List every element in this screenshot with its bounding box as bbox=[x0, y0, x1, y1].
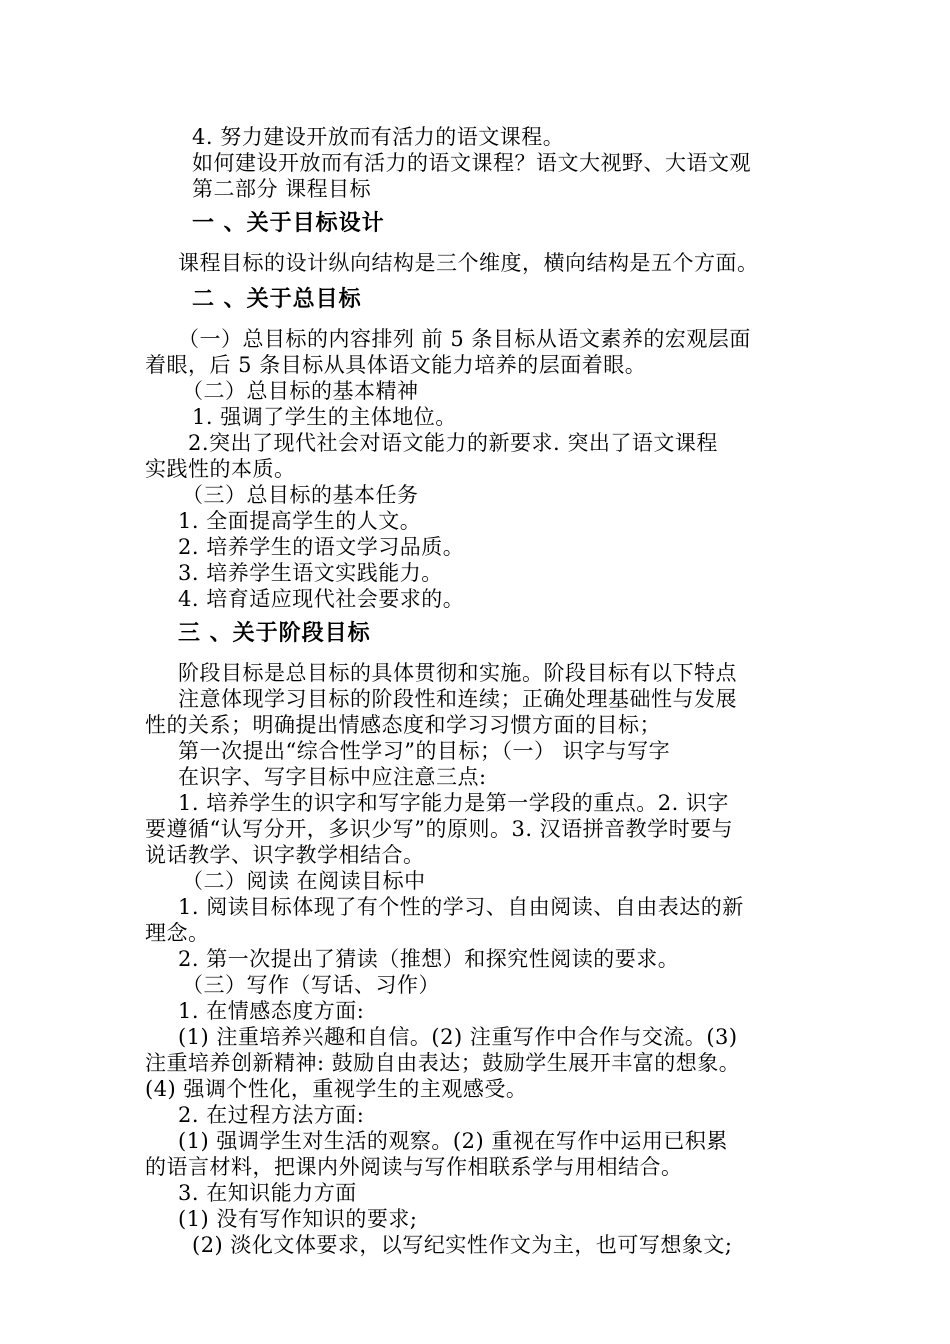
text-line: 理念。 bbox=[145, 921, 210, 945]
text-line: (1) 没有写作知识的要求; bbox=[178, 1207, 418, 1231]
text-line: 着眼，后 5 条目标从具体语文能力培养的层面着眼。 bbox=[145, 353, 647, 377]
text-line: 1. 培养学生的识字和写字能力是第一学段的重点。2. 识字 bbox=[178, 791, 729, 815]
text-line: （一）总目标的内容排列 前 5 条目标从语文素养的宏观层面 bbox=[178, 327, 751, 351]
text-line: 2.突出了现代社会对语文能力的新要求. 突出了语文课程 bbox=[188, 431, 718, 455]
text-line: 要遵循“认写分开，多识少写”的原则。3. 汉语拼音教学时要与 bbox=[145, 817, 734, 841]
section-heading-3: 三 、关于阶段目标 bbox=[178, 621, 371, 646]
text-line: 1. 阅读目标体现了有个性的学习、自由阅读、自由表达的新 bbox=[178, 895, 744, 919]
text-line: 2. 在过程方法方面: bbox=[178, 1103, 365, 1127]
text-line: 课程目标的设计纵向结构是三个维度，横向结构是五个方面。 bbox=[178, 251, 759, 275]
text-line: 1. 全面提高学生的人文。 bbox=[178, 509, 422, 533]
text-line: 4. 培育适应现代社会要求的。 bbox=[178, 587, 465, 611]
text-line: (1) 注重培养兴趣和自信。(2) 注重写作中合作与交流。(3) bbox=[178, 1025, 738, 1049]
text-line: （二）总目标的基本精神 bbox=[182, 379, 419, 403]
text-line: 1. 在情感态度方面: bbox=[178, 999, 365, 1023]
text-line: (4) 强调个性化，重视学生的主观感受。 bbox=[145, 1077, 528, 1101]
section-heading-1: 一 、关于目标设计 bbox=[192, 211, 385, 236]
text-line: 3. 培养学生语文实践能力。 bbox=[178, 561, 443, 585]
text-line: （三）写作（写话、习作） bbox=[182, 973, 440, 997]
text-line: 第二部分 课程目标 bbox=[192, 177, 372, 201]
text-line: 实践性的本质。 bbox=[145, 457, 296, 481]
text-line: 2. 培养学生的语文学习品质。 bbox=[178, 535, 465, 559]
text-line: （二）阅读 在阅读目标中 bbox=[182, 869, 426, 893]
text-line: 阶段目标是总目标的具体贯彻和实施。阶段目标有以下特点 bbox=[178, 661, 737, 685]
text-line: 注重培养创新精神: 鼓励自由表达；鼓励学生展开丰富的想象。 bbox=[145, 1051, 741, 1075]
text-line: 的语言材料，把课内外阅读与写作相联系学与用相结合。 bbox=[145, 1155, 683, 1179]
text-line: 注意体现学习目标的阶段性和连续；正确处理基础性与发展 bbox=[178, 687, 737, 711]
section-heading-2: 二 、关于总目标 bbox=[192, 287, 362, 312]
text-line: 性的关系；明确提出情感态度和学习习惯方面的目标； bbox=[145, 713, 661, 737]
text-line: 2. 第一次提出了猜读（推想）和探究性阅读的要求。 bbox=[178, 947, 680, 971]
text-line: 第一次提出“综合性学习”的目标；（一） 识字与写字 bbox=[178, 739, 671, 763]
text-line: 如何建设开放而有活力的语文课程？语文大视野、大语文观 bbox=[192, 151, 751, 175]
text-line: 1. 强调了学生的主体地位。 bbox=[192, 405, 457, 429]
text-line: 4. 努力建设开放而有活力的语文课程。 bbox=[192, 125, 565, 149]
text-line: （三）总目标的基本任务 bbox=[182, 483, 419, 507]
text-line: 说话教学、识字教学相结合。 bbox=[145, 843, 425, 867]
text-line: (1) 强调学生对生活的观察。(2) 重视在写作中运用已积累 bbox=[178, 1129, 728, 1153]
text-line: 3. 在知识能力方面 bbox=[178, 1181, 357, 1205]
text-line: (2) 淡化文体要求，以写纪实性作文为主，也可写想象文; bbox=[192, 1233, 733, 1257]
text-line: 在识字、写字目标中应注意三点: bbox=[178, 765, 487, 789]
